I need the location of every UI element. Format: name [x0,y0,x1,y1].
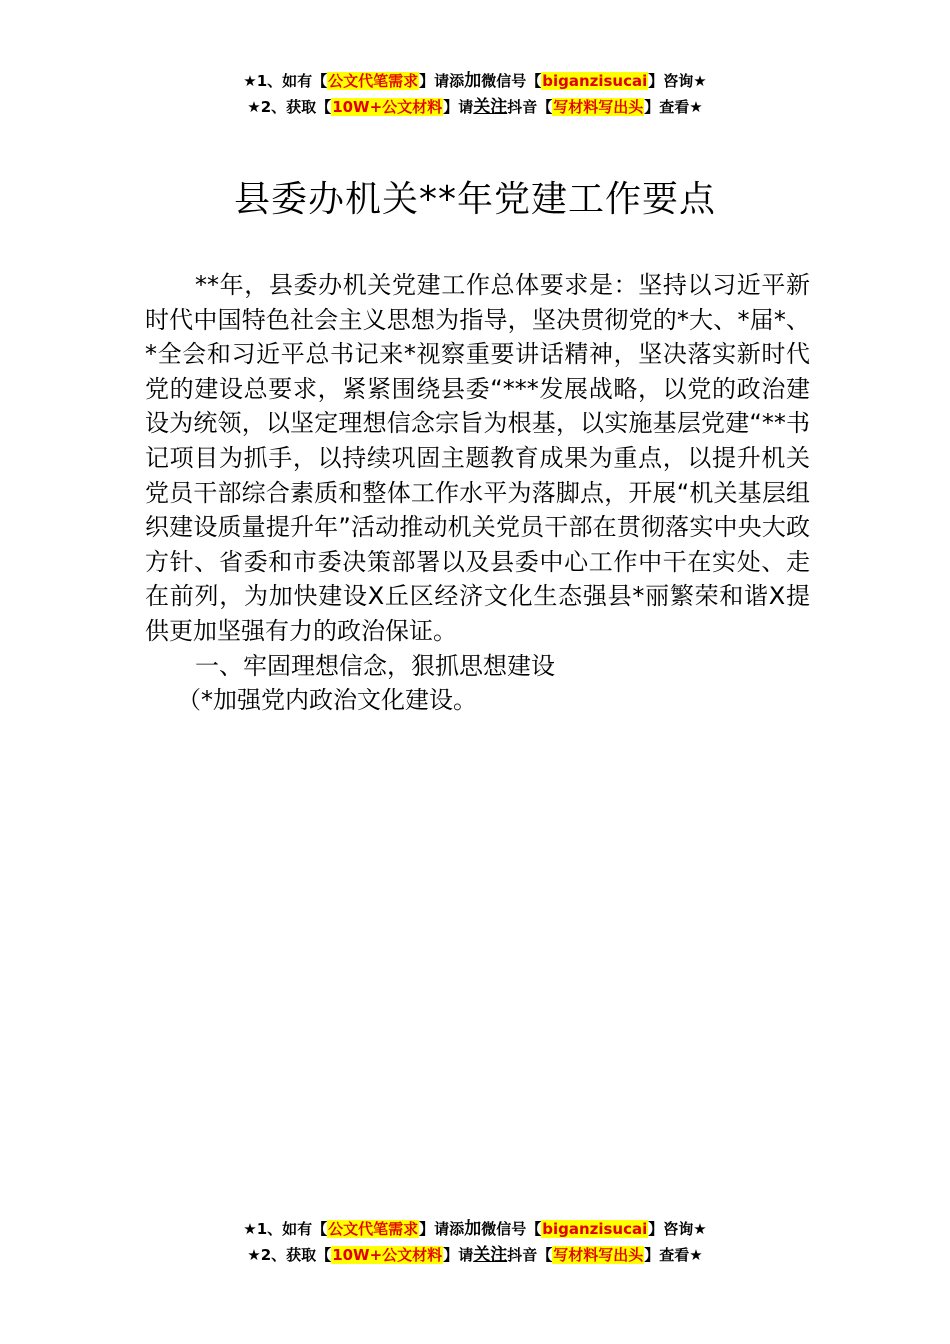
document-title: 县委办机关**年党建工作要点 [233,179,716,220]
banner-text: 加 [464,1219,482,1239]
banner-text: 】请添 [419,72,465,90]
banner-text: 微信号【 [481,1220,542,1238]
banner-text: ★1、如有【 [243,72,328,90]
top-banner [0,68,950,120]
banner-text: 】请 [443,98,474,116]
banner-text: 】咨询★ [648,72,707,90]
banner-text: 微信号【 [481,72,542,90]
banner-highlight: 公文代笔需求 [328,72,419,90]
banner-text: ★2、获取【 [247,98,332,116]
banner-text: 】查看★ [644,1246,703,1264]
banner-text: 关注 [473,1245,508,1265]
document-body [145,268,810,718]
banner-highlight: biganzisucai [542,1220,648,1238]
banner-highlight: 10W+公文材料 [332,98,443,116]
banner-line-2 [0,94,950,120]
banner-highlight: 公文代笔需求 [328,1220,419,1238]
banner-line-1 [0,1216,950,1242]
banner-text: 加 [464,71,482,91]
bottom-banner [0,1216,950,1268]
banner-highlight: biganzisucai [542,72,648,90]
banner-text: 】请 [443,1246,474,1264]
banner-highlight: 写材料写出头 [553,1246,644,1264]
banner-text: 抖音【 [507,1246,553,1264]
banner-text: 】查看★ [644,98,703,116]
subsection-heading: （*加强党内政治文化建设。 [177,686,477,715]
banner-highlight: 10W+公文材料 [332,1246,443,1264]
banner-text: 】请添 [419,1220,465,1238]
banner-text: ★2、获取【 [247,1246,332,1264]
body-paragraph: **年，县委办机关党建工作总体要求是：坚持以习近平新时代中国特色社会主义思想为指导，坚决贯彻党的*大、*届*、*全会和习近平总书记来*视察重要讲话精神，坚决落实新时代党的建设总要求，紧紧围绕县委“***发展战略，以党的政治建设为统领，以坚定理想信念宗旨为根基，以实施基层党建“**书记项目为抓手，以持续巩固主题教育成果为重点，以提升机关党员干部综合素质和整体工作水平为落脚点，开展“机关基层组织建设质量提升年”活动推动机关党员干部在贯彻落实中央大政方针、省委和市委决策部署以及县委中心工作中干在实处、走在前列，为加快建设X丘区经济文化生态强县*丽繁荣和谐X提供更加坚强有力的政治保证。 [145,271,810,645]
banner-highlight: 写材料写出头 [553,98,644,116]
banner-line-1 [0,68,950,94]
section-heading: 一、牢固理想信念，狠抓思想建设 [195,651,555,680]
banner-text: ★1、如有【 [243,1220,328,1238]
banner-text: 抖音【 [507,98,553,116]
banner-text: 关注 [473,97,508,117]
banner-text: 】咨询★ [648,1220,707,1238]
banner-line-2 [0,1242,950,1268]
